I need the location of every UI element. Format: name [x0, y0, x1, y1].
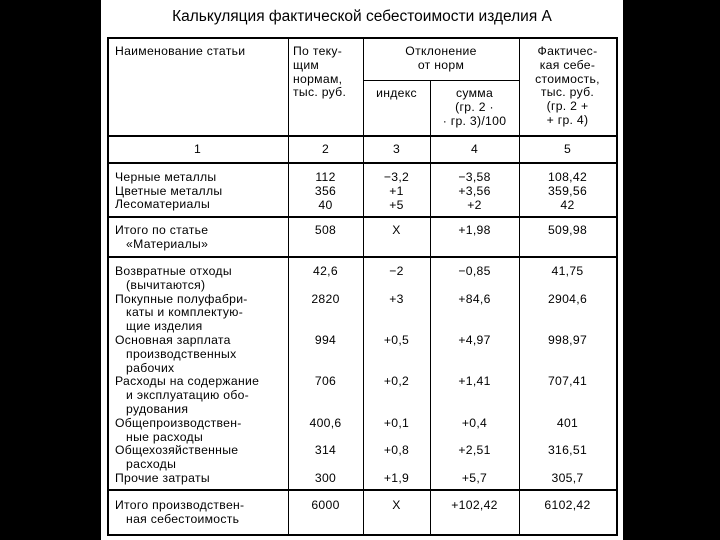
col-number-5: 5 — [563, 142, 572, 156]
row-production-total-name: Итого производствен- ная себестоимость — [115, 498, 245, 526]
col-number-4: 4 — [470, 142, 479, 156]
col-number-3: 3 — [392, 142, 401, 156]
row-production-total-index: Х — [392, 498, 401, 512]
group-cost-items-names: Возвратные отходы (вычитаются) Покупные полуфабри- каты и комплектую- щие изделия Основная зарплата производственных рабочих Расходы на содержание и эксплуатацию обо- рудования Общепроизводствен- ные расходы Общехозяйственные расходы Прочие затраты — [115, 264, 260, 485]
header-current-norms: По теку- щим нормам, тыс. руб. — [293, 44, 347, 100]
group-materials-norm: 112 356 40 — [314, 170, 337, 212]
group-cost-items-actual: 41,75 2904,6 998,97 707,41 401 316,51 305,7 — [547, 264, 588, 485]
header-deviation: Отклонение от норм — [405, 44, 477, 72]
row-materials-total-norm: 508 — [314, 223, 337, 237]
table-border-left — [107, 37, 109, 536]
row-materials-total-sum: +1,98 — [458, 223, 491, 237]
header-actual-cost: Фактичес- кая себе- стоимость, тыс. руб. (гр. 2 + + гр. 4) — [535, 44, 600, 127]
header-item-name: Наименование статьи — [115, 44, 246, 58]
group-materials-actual: 108,42 359,56 42 — [547, 170, 588, 212]
group-materials-sum: −3,58 +3,56 +2 — [458, 170, 491, 212]
row-production-total-sum: +102,42 — [451, 498, 498, 512]
group-materials-names: Черные металлы Цветные металлы Лесоматериалы — [115, 169, 223, 212]
document-title: Калькуляция фактической себестоимости изделия А — [172, 8, 552, 25]
document-page — [101, 0, 623, 540]
group-cost-items-sum: −0,85 +84,6 +4,97 +1,41 +0,4 +2,51 +5,7 — [458, 264, 491, 485]
row-production-total-actual: 6102,42 — [544, 498, 591, 512]
group-cost-items-index: −2 +3 +0,5 +0,2 +0,1 +0,8 +1,9 — [383, 264, 410, 485]
col-number-1: 1 — [193, 142, 202, 156]
col-number-2: 2 — [321, 142, 330, 156]
table-border-right — [616, 37, 618, 536]
row-production-total-norm: 6000 — [311, 498, 340, 512]
group-materials-index: −3,2 +1 +5 — [383, 170, 410, 212]
header-sum: сумма (гр. 2 · · гр. 3)/100 — [442, 86, 507, 128]
row-materials-total-actual: 509,98 — [547, 223, 588, 237]
row-materials-total-index: Х — [392, 223, 401, 237]
row-materials-total-name: Итого по статье «Материалы» — [115, 223, 209, 251]
cost-table — [101, 0, 623, 540]
table-rule-deviation — [363, 80, 519, 81]
header-index: индекс — [376, 86, 417, 100]
group-cost-items-norm: 42,6 2820 994 706 400,6 314 300 — [309, 264, 342, 485]
